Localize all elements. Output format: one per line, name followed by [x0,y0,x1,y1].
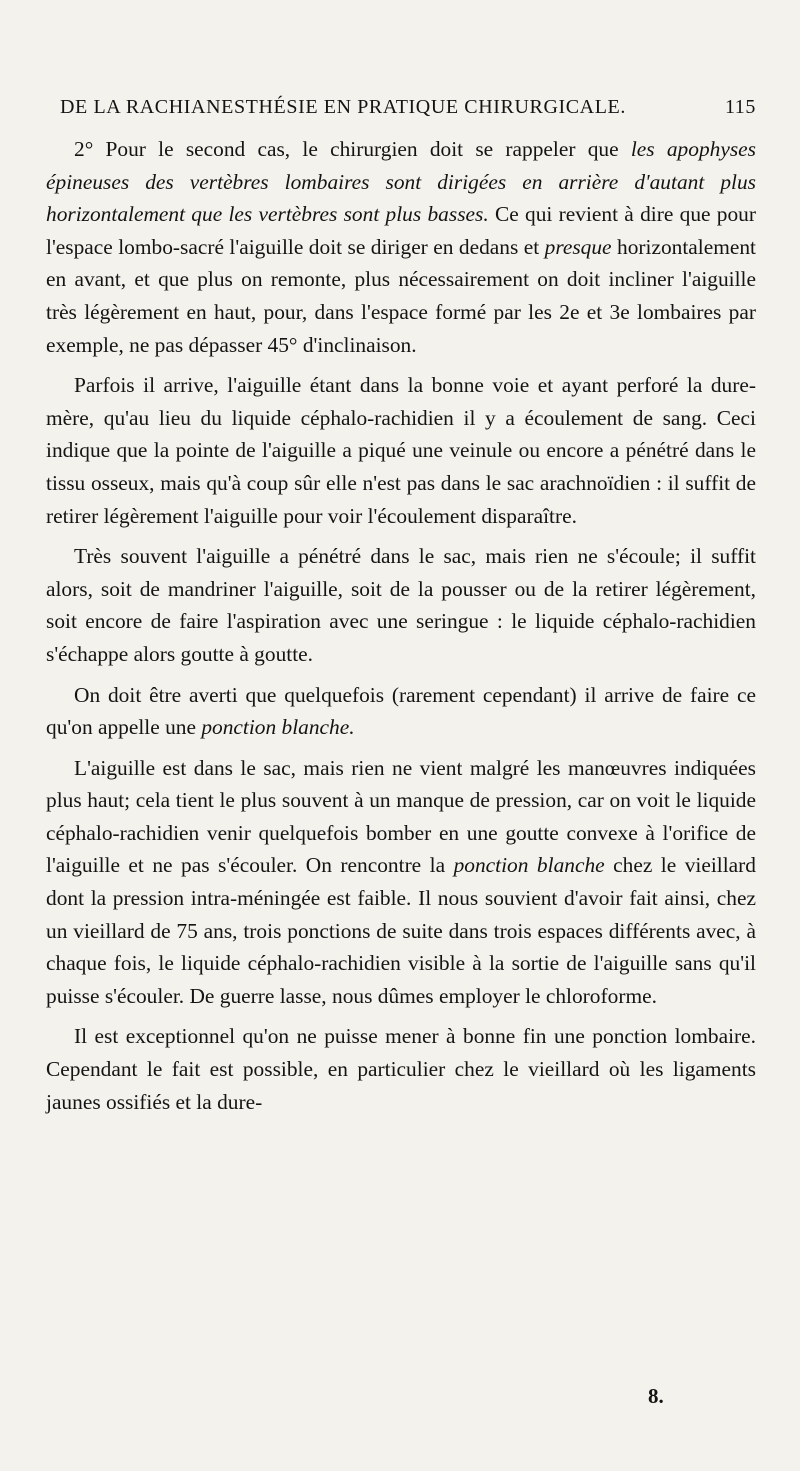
running-head-title: DE LA RACHIANESTHÉSIE EN PRATIQUE CHIRURGICALE. [60,96,626,118]
paragraph-4-text-a: On doit être averti que quelquefois (rarement cependant) il arrive de faire ce qu'on appelle une [46,682,756,740]
signature-mark: 8. [648,1384,664,1408]
paragraph-1-text-a: 2° Pour le second cas, le chirurgien doit se rappeler que [74,137,631,161]
paragraph-4 [46,679,756,744]
paragraph-5-italic-b: ponction blanche [453,853,605,878]
paragraph-1-italic-d: presque [544,234,612,259]
running-head [60,96,756,119]
paragraph-2: Parfois il arrive, l'aiguille étant dans la bonne voie et ayant perforé la dure-mère, qu'au lieu du liquide céphalo-rachidien il y a écoulement de sang. Ceci indique que la pointe de l'aiguille a piqué une veinule ou encore a pénétré dans le tissu osseux, mais qu'à coup sûr elle n'est pas dans le sac arachnoïdien : il suffit de retirer légèrement l'aiguille pour voir l'écoulement disparaître. [46,373,756,528]
page-number: 115 [724,96,756,118]
paragraph-5-text-c: chez le vieillard dont la pression intra-méningée est faible. Il nous souvient d'avoir fait ainsi, chez un vieillard de 75 ans, trois ponctions de suite dans trois espaces différents avec, à chaque fois, le liquide céphalo-rachidien visible à la sortie de l'aiguille sans qu'il puisse s'écouler. De guerre lasse, nous dûmes employer le chloroforme. [46,853,756,1008]
paragraph-1-text-c: Ce qui revient à dire que pour l'espace lombo-sacré l'aiguille doit se diriger en dedans et [46,202,756,259]
paragraph-4-italic-b: ponction blanche. [201,715,355,740]
paragraph-5-text-a: L'aiguille est dans le sac, mais rien ne vient malgré les manœuvres indiquées plus haut; cela tient le plus souvent à un manque de pression, car on voit le liquide céphalo-rachidien venir quelquefois bomber en une goutte convexe à l'orifice de l'aiguille et ne pas s'écouler. On rencontre la [46,755,756,878]
paragraph-1-italic-b: les apophyses épineuses des vertèbres lombaires sont dirigées en arrière d'autant plus horizontalement que les vertèbres sont plus basses. [46,137,756,227]
body-text [46,133,756,1118]
paragraph-3: Très souvent l'aiguille a pénétré dans le sac, mais rien ne s'écoule; il suffit alors, soit de mandriner l'aiguille, soit de la pousser ou de la retirer légèrement, soit encore de faire l'aspiration avec une seringue : le liquide céphalo-rachidien s'échappe alors goutte à goutte. [46,544,756,666]
paragraph-5 [46,752,756,1013]
paragraph-1 [46,133,756,361]
paragraph-6: Il est exceptionnel qu'on ne puisse mener à bonne fin une ponction lombaire. Cependant le fait est possible, en particulier chez le vieillard où les ligaments jaunes ossifiés et la dure- [46,1024,756,1114]
paragraph-1-text-e: horizontalement en avant, et que plus on remonte, plus nécessairement on doit incliner l'aiguille très légèrement en haut, pour, dans l'espace formé par les 2e et 3e lombaires par exemple, ne pas dépasser 45° d'inclinaison. [46,234,756,357]
